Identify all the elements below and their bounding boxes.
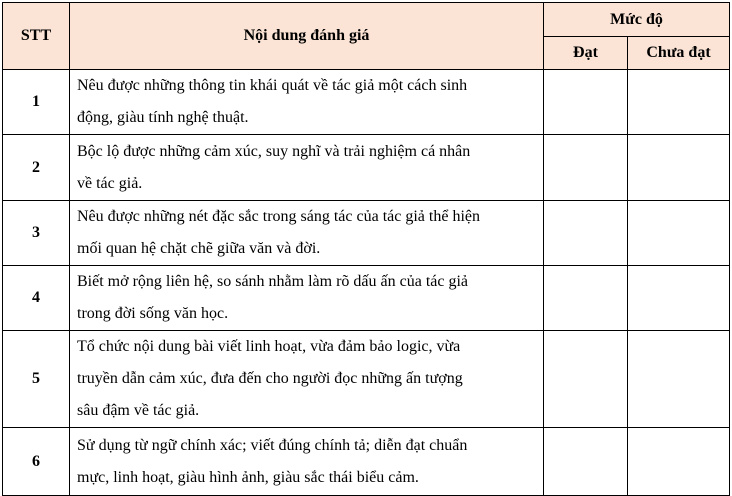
criterion-line: mối quan hệ chặt chẽ giữa văn và đời. [77,240,321,257]
achieved-cell[interactable] [544,428,628,496]
achieved-cell[interactable] [544,266,628,331]
criterion-line: động, giàu tính nghệ thuật. [77,109,249,126]
criterion-line: Nêu được những thông tin khái quát về tác giả một cách sinh [77,77,468,94]
not-achieved-cell[interactable] [628,428,730,496]
not-achieved-cell[interactable] [628,135,730,201]
criterion-line: Sử dụng từ ngữ chính xác; viết đúng chính tả; diễn đạt chuẩn [77,436,468,454]
achieved-cell[interactable] [544,135,628,201]
criterion-line: về tác giả. [77,174,143,192]
not-achieved-cell[interactable] [628,201,730,266]
row-number: 6 [3,428,70,496]
criterion-text [70,331,544,428]
row-number: 1 [3,70,70,135]
header-achieved: Đạt [544,37,628,70]
not-achieved-cell[interactable] [628,331,730,428]
header-stt: STT [3,3,70,70]
criterion-line: Nêu được những nét đặc sắc trong sáng tác của tác giả thể hiện [77,208,480,225]
achieved-cell[interactable] [544,70,628,135]
table-row [3,428,730,496]
criterion-line: Biết mở rộng liên hệ, so sánh nhằm làm rõ dấu ấn của tác giả [77,273,469,290]
header-content: Nội dung đánh giá [70,3,544,70]
achieved-cell[interactable] [544,201,628,266]
criterion-text [70,266,544,331]
header-not-achieved: Chưa đạt [628,37,730,70]
criterion-line: mực, linh hoạt, giàu hình ảnh, giàu sắc thái biểu cảm. [77,468,419,486]
criterion-line: sâu đậm về tác giả. [77,402,200,419]
row-number: 4 [3,266,70,331]
table-row [3,135,730,201]
table-row [3,70,730,135]
criterion-text [70,201,544,266]
not-achieved-cell[interactable] [628,70,730,135]
table-row [3,201,730,266]
table-row [3,266,730,331]
evaluation-table [2,2,730,496]
criterion-line: truyền dẫn cảm xúc, đưa đến cho người đọc những ấn tượng [77,370,463,387]
criterion-line: Tổ chức nội dung bài viết linh hoạt, vừa đảm bảo logic, vừa [77,338,461,355]
row-number: 3 [3,201,70,266]
criterion-text [70,135,544,201]
achieved-cell[interactable] [544,331,628,428]
row-number: 2 [3,135,70,201]
table-row [3,331,730,428]
header-level: Mức độ [544,3,730,37]
criterion-line: trong đời sống văn học. [77,305,229,322]
criterion-text [70,70,544,135]
criterion-line: Bộc lộ được những cảm xúc, suy nghĩ và trải nghiệm cá nhân [77,142,471,160]
not-achieved-cell[interactable] [628,266,730,331]
criterion-text [70,428,544,496]
row-number: 5 [3,331,70,428]
